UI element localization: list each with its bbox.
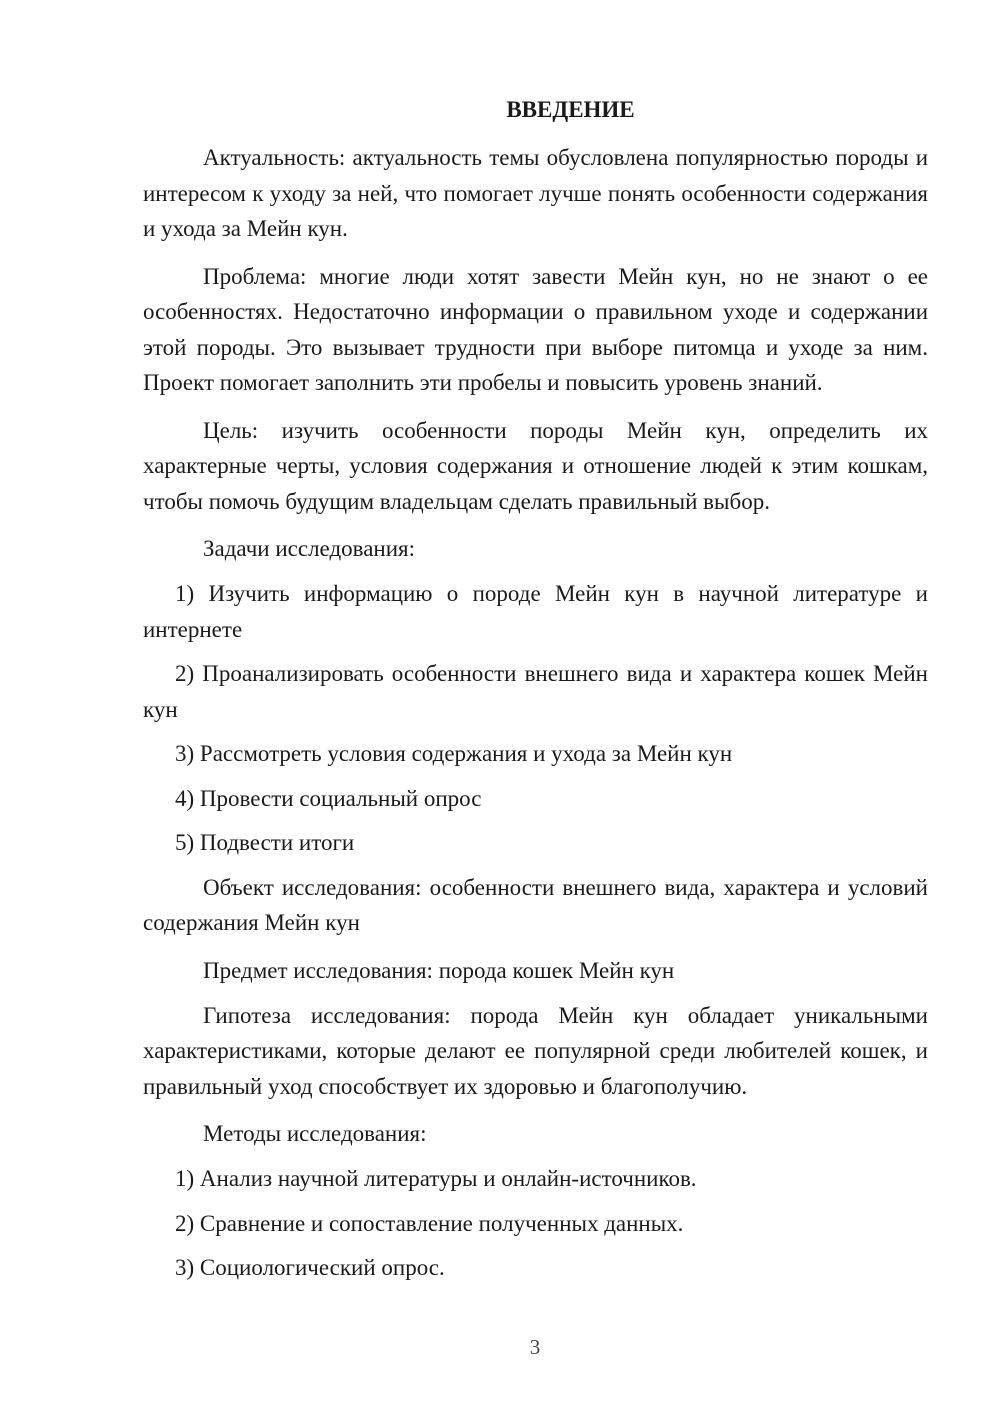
task-item: 1) Изучить информацию о породе Мейн кун в научной литературе и интернете bbox=[143, 581, 928, 642]
task-item: 4) Провести социальный опрос bbox=[175, 785, 482, 811]
section-title: ВВЕДЕНИЕ bbox=[506, 97, 635, 122]
task-item: 5) Подвести итоги bbox=[175, 830, 355, 855]
hypothesis-paragraph: Гипотеза исследования: порода Мейн кун обладает уникальными характеристиками, которые делают ее популярной среди любителей кошек, и правильный уход способствует их здоровью и благополучию. bbox=[143, 1002, 928, 1099]
document-body bbox=[143, 92, 928, 1295]
page-number: 3 bbox=[529, 1335, 541, 1359]
object-paragraph: Объект исследования: особенности внешнего вида, характера и условий содержания Мейн кун bbox=[143, 874, 928, 935]
problem-paragraph: Проблема: многие люди хотят завести Мейн кун, но не знают о ее особенностях. Недостаточно информации о правильном уходе и содержании этой породы. Это вызывает трудности при выборе питомца и уходе за ним. Проект помогает заполнить эти пробелы и повысить уровень знаний. bbox=[143, 263, 928, 395]
methods-heading: Методы исследования: bbox=[203, 1121, 427, 1146]
tasks-heading: Задачи исследования: bbox=[203, 536, 416, 561]
method-item: 2) Сравнение и сопоставление полученных данных. bbox=[175, 1210, 684, 1236]
method-item: 3) Социологический опрос. bbox=[175, 1255, 445, 1280]
relevance-paragraph: Актуальность: актуальность темы обусловлена популярностью породы и интересом к уходу за ней, что помогает лучше понять особенности содержания и ухода за Мейн кун. bbox=[143, 145, 928, 241]
method-item: 1) Анализ научной литературы и онлайн-источников. bbox=[175, 1166, 697, 1191]
subject-paragraph: Предмет исследования: порода кошек Мейн кун bbox=[203, 957, 675, 983]
goal-paragraph: Цель: изучить особенности породы Мейн кун, определить их характерные черты, условия содержания и отношение людей к этим кошкам, чтобы помочь будущим владельцам сделать правильный выбор. bbox=[143, 417, 928, 514]
task-item: 3) Рассмотреть условия содержания и ухода за Мейн кун bbox=[175, 741, 733, 766]
task-item: 2) Проанализировать особенности внешнего вида и характера кошек Мейн кун bbox=[143, 661, 928, 722]
